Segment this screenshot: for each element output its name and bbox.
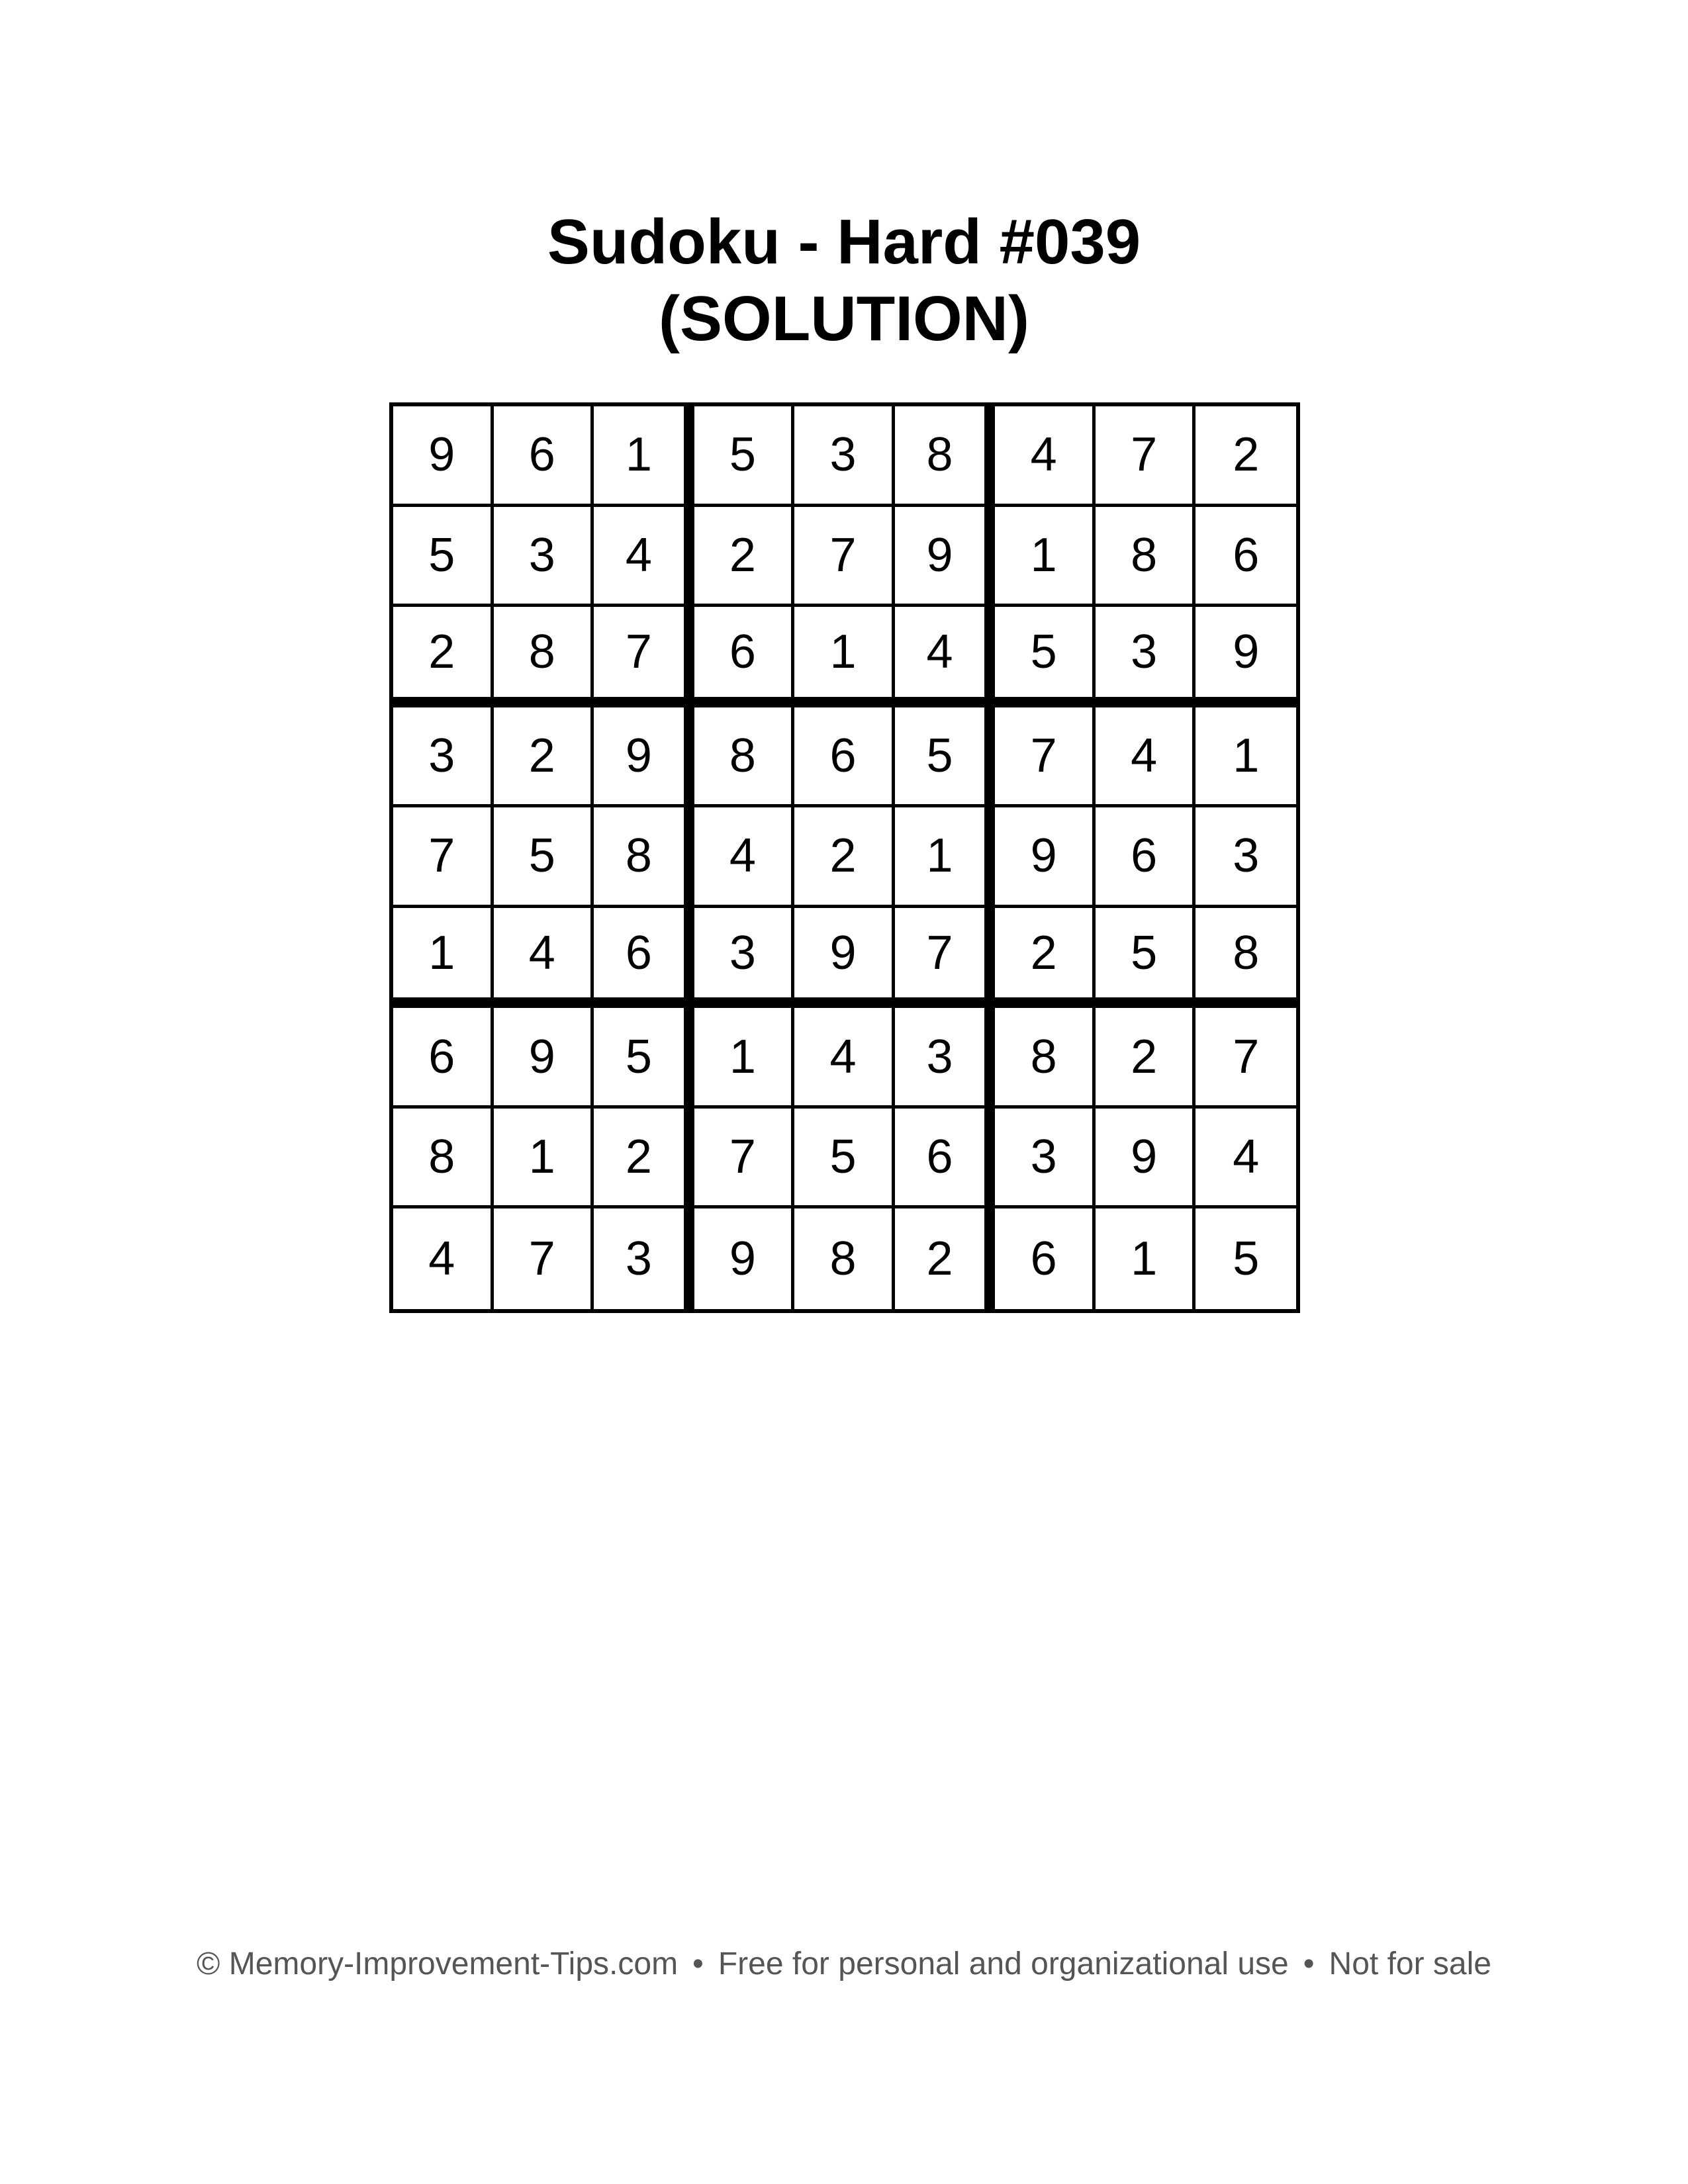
- grid-cell: 9: [393, 406, 494, 507]
- grid-cell: 5: [694, 406, 795, 507]
- grid-cell: 5: [393, 507, 494, 608]
- grid-cell: 7: [995, 707, 1096, 808]
- footer-usage: Free for personal and organizational use: [718, 1946, 1289, 1981]
- grid-cell: 6: [594, 908, 694, 1009]
- grid-cell: 5: [494, 807, 594, 908]
- grid-cell: 5: [895, 707, 996, 808]
- grid-cell: 2: [1196, 406, 1296, 507]
- grid-cell: 4: [1096, 707, 1196, 808]
- grid-cell: 1: [794, 607, 895, 707]
- grid-cell: 6: [694, 607, 795, 707]
- grid-cell: 2: [895, 1208, 996, 1309]
- grid-cell: 4: [594, 507, 694, 608]
- grid-cell: 8: [393, 1109, 494, 1209]
- grid-cell: 6: [393, 1008, 494, 1109]
- grid-cell: 3: [995, 1109, 1096, 1209]
- footer: [0, 1946, 1688, 1982]
- grid-cell: 4: [393, 1208, 494, 1309]
- grid-cell: 4: [694, 807, 795, 908]
- grid-cell: 7: [594, 607, 694, 707]
- grid-cell: 1: [895, 807, 996, 908]
- page-title: Sudoku - Hard #039: [547, 206, 1141, 277]
- grid-cell: 1: [594, 406, 694, 507]
- sudoku-grid: [389, 402, 1300, 1313]
- grid-cell: 9: [1196, 607, 1296, 707]
- grid-cell: 6: [995, 1208, 1096, 1309]
- grid-cell: 2: [694, 507, 795, 608]
- grid-cell: 9: [594, 707, 694, 808]
- grid-cell: 8: [895, 406, 996, 507]
- grid-cell: 9: [694, 1208, 795, 1309]
- grid-cell: 8: [1096, 507, 1196, 608]
- grid-cell: 5: [995, 607, 1096, 707]
- footer-separator: •: [1303, 1946, 1315, 1981]
- grid-cell: 3: [594, 1208, 694, 1309]
- grid-cell: 1: [1096, 1208, 1196, 1309]
- grid-cell: 3: [694, 908, 795, 1009]
- grid-cell: 6: [794, 707, 895, 808]
- grid-cell: 7: [694, 1109, 795, 1209]
- grid-cell: 5: [1233, 1232, 1260, 1286]
- grid-cell: 7: [1196, 1008, 1296, 1109]
- grid-cell: 2: [995, 908, 1096, 1009]
- grid-cell: 7: [494, 1208, 594, 1309]
- grid-cell: 8: [995, 1008, 1096, 1109]
- grid-cell: 8: [494, 607, 594, 707]
- grid-cell: 9: [895, 507, 996, 608]
- grid-cell: 4: [494, 908, 594, 1009]
- grid-cell: 7: [895, 908, 996, 1009]
- grid-cell: 9: [794, 908, 895, 1009]
- page-subtitle: (SOLUTION): [659, 283, 1029, 354]
- grid-cell: 4: [1196, 1109, 1296, 1209]
- grid-cell: 7: [794, 507, 895, 608]
- grid-cell: 5: [1096, 908, 1196, 1009]
- grid-cell: 1: [995, 507, 1096, 608]
- grid-cell: 1: [694, 1008, 795, 1109]
- grid-cell: 9: [1096, 1109, 1196, 1209]
- grid-cell: 3: [1196, 807, 1296, 908]
- grid-cell: 2: [393, 607, 494, 707]
- grid-cell: 3: [393, 707, 494, 808]
- footer-sale: Not for sale: [1329, 1946, 1491, 1981]
- grid-cell: 9: [995, 807, 1096, 908]
- grid-cell: 5: [794, 1109, 895, 1209]
- grid-cell: 2: [494, 707, 594, 808]
- grid-cell: 8: [794, 1208, 895, 1309]
- grid-cell: 1: [494, 1109, 594, 1209]
- grid-cell: 3: [794, 406, 895, 507]
- grid-cell: 8: [1196, 908, 1296, 1009]
- grid-cell: 3: [895, 1008, 996, 1109]
- grid-cell: 2: [594, 1109, 694, 1209]
- grid-cell: 4: [895, 607, 996, 707]
- grid-cell: 6: [1096, 807, 1196, 908]
- grid-cell: 2: [1096, 1008, 1196, 1109]
- grid-cell: 3: [1096, 607, 1196, 707]
- grid-cell: 8: [594, 807, 694, 908]
- footer-separator: •: [692, 1946, 704, 1981]
- grid-cell: 6: [895, 1109, 996, 1209]
- footer-copyright: © Memory-Improvement-Tips.com: [197, 1946, 679, 1981]
- grid-cell: 5: [594, 1008, 694, 1109]
- grid-cell: 4: [995, 406, 1096, 507]
- grid-cell: 2: [794, 807, 895, 908]
- grid-cell: 4: [794, 1008, 895, 1109]
- grid-cell: 6: [494, 406, 594, 507]
- grid-cell: 7: [393, 807, 494, 908]
- grid-cell: 7: [1096, 406, 1196, 507]
- grid-cell: 1: [393, 908, 494, 1009]
- grid-cell: 6: [1196, 507, 1296, 608]
- grid-cell: 1: [1196, 707, 1296, 808]
- grid-cell: 9: [494, 1008, 594, 1109]
- grid-cell: 8: [694, 707, 795, 808]
- grid-cell: 3: [494, 507, 594, 608]
